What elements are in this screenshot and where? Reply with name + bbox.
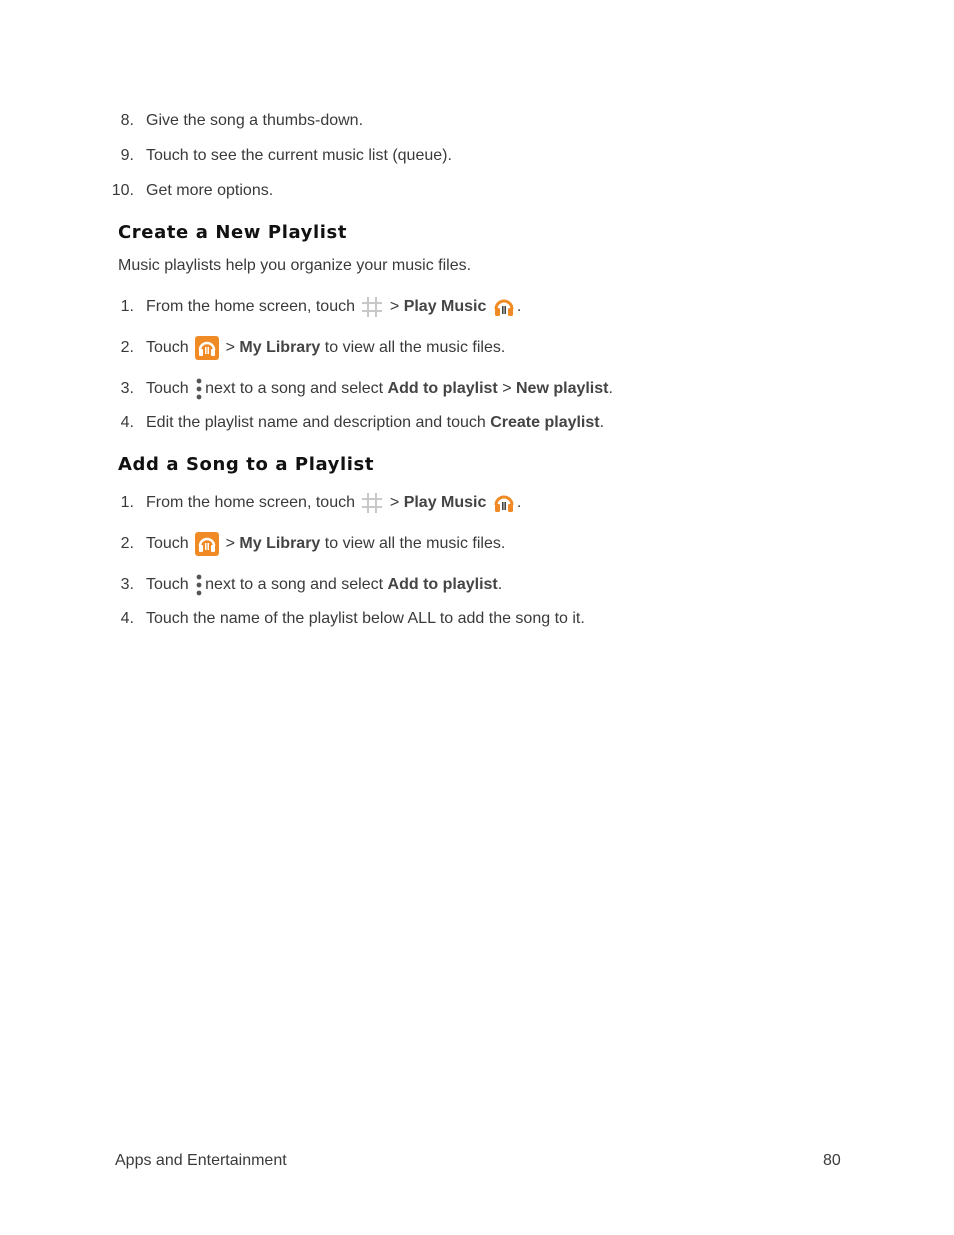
section-intro: Music playlists help you organize your music files. — [118, 257, 472, 274]
apps-grid-icon — [361, 492, 383, 514]
list-item: 2. Touch > My Library to view all the music files. — [100, 531, 860, 557]
list-item: 3. Touch next to a song and select Add to playlist. — [100, 572, 860, 598]
list-item: 10. Get more options. — [111, 182, 274, 199]
play-music-headphones-icon — [195, 336, 219, 360]
play-music-headphones-icon — [195, 532, 219, 556]
list-item: 4. Touch the name of the playlist below ALL to add the song to it. — [120, 610, 585, 627]
section-heading-add-song: Add a Song to a Playlist — [118, 454, 375, 475]
list-item: 4. Edit the playlist name and description and touch Create playlist. — [120, 414, 605, 431]
more-options-dots-icon — [195, 573, 203, 597]
list-item: 1. From the home screen, touch > Play Music . — [100, 294, 860, 320]
list-item: 8. Give the song a thumbs-down. — [120, 112, 364, 129]
page-number: 80 — [823, 1152, 841, 1169]
list-item: 9. Touch to see the current music list (queue). — [120, 147, 452, 164]
list-item: 3. Touch next to a song and select Add to playlist > New playlist. — [100, 376, 860, 402]
footer-section-title: Apps and Entertainment — [115, 1152, 287, 1169]
more-options-dots-icon — [195, 377, 203, 401]
play-music-headphones-icon — [493, 492, 515, 514]
list-item: 2. Touch > My Library to view all the music files. — [100, 335, 860, 361]
list-item: 1. From the home screen, touch > Play Music . — [100, 490, 860, 516]
play-music-headphones-icon — [493, 296, 515, 318]
apps-grid-icon — [361, 296, 383, 318]
section-heading-create-playlist: Create a New Playlist — [118, 222, 348, 243]
